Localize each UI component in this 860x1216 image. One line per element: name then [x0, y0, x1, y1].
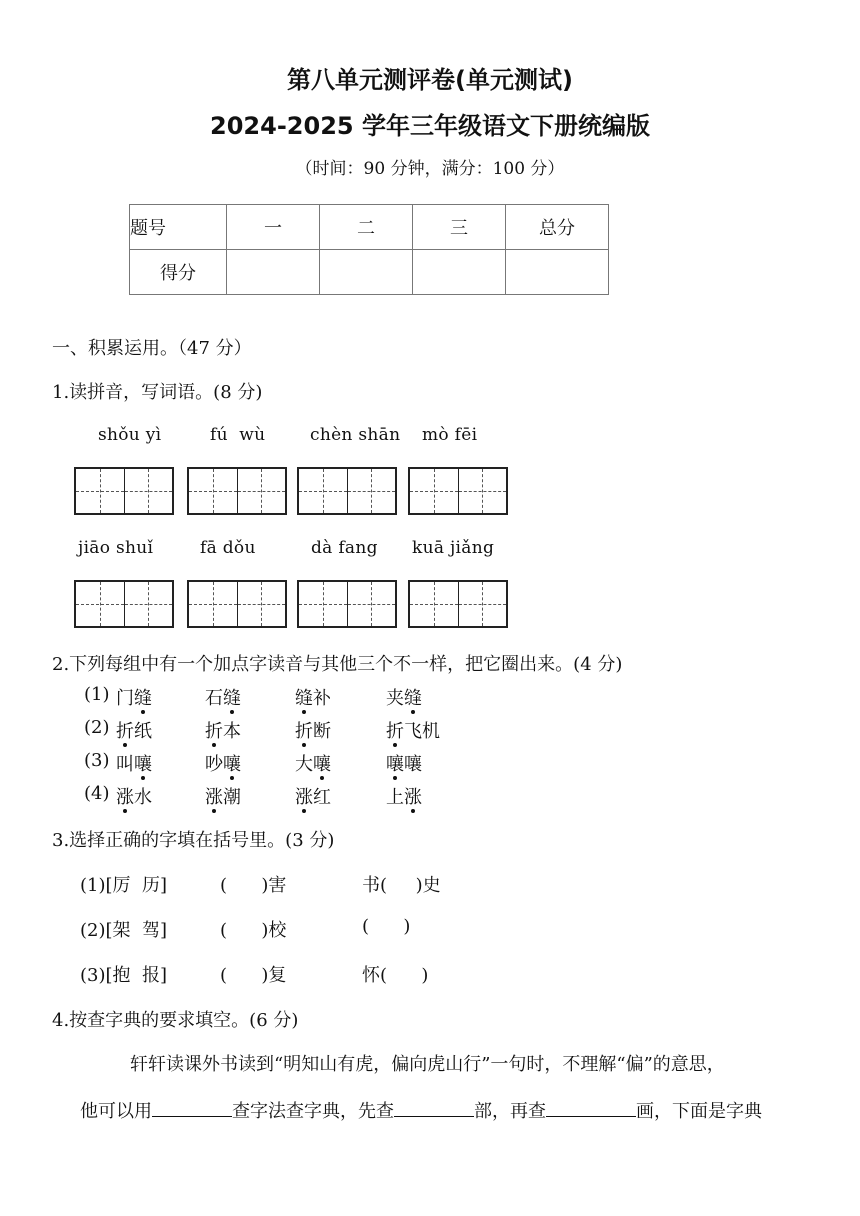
writing-grid[interactable] [74, 467, 174, 515]
pinyin-label: fā dǒu [200, 538, 256, 558]
score-input-cell[interactable] [506, 250, 609, 295]
q2-dotted-character: 涨 [205, 783, 223, 809]
score-table-header-row [130, 205, 609, 250]
exam-meta: （时间：90 分钟，满分：100 分） [295, 159, 565, 179]
score-row-label: 得分 [130, 250, 227, 295]
q3-options: (3)[抱 报] [80, 965, 167, 986]
q2-word-option[interactable] [295, 783, 331, 809]
q2-word-option[interactable] [205, 717, 241, 743]
q3-prompt: 3.选择正确的字填在括号里。(3 分) [52, 830, 335, 851]
q2-word-part: 纸 [134, 721, 152, 742]
title-line-2: 2024-2025 学年三年级语文下册统编版 [210, 112, 650, 140]
q2-word-option[interactable] [386, 684, 422, 710]
score-input-cell[interactable] [413, 250, 506, 295]
q4-blank-strokes[interactable] [546, 1098, 636, 1117]
q3-blank[interactable]: 怀( ) [362, 965, 429, 986]
q4-paragraph-line-2 [80, 1097, 762, 1123]
section-1-heading: 一、积累运用。（47 分） [52, 338, 252, 359]
pinyin-label: shǒu yì [98, 425, 162, 445]
q2-dotted-character: 折 [295, 717, 313, 743]
pinyin-label: kuā jiǎng [412, 538, 495, 558]
q2-word-option[interactable] [205, 750, 241, 776]
q2-dotted-character: 缝 [404, 684, 422, 710]
q2-word-option[interactable] [295, 717, 331, 743]
q2-dotted-character: 嚷 [134, 750, 152, 776]
pinyin-label: jiāo shuǐ [78, 538, 154, 558]
q4-blank-method[interactable] [152, 1098, 232, 1117]
q2-word-part: 门 [116, 688, 134, 709]
writing-grid[interactable] [408, 580, 508, 628]
q2-dotted-character: 折 [205, 717, 223, 743]
q3-options: (1)[厉 历] [80, 875, 167, 896]
q2-word-part: 上 [386, 787, 404, 808]
score-header-cell: 题号 [130, 205, 227, 250]
writing-grid[interactable] [74, 580, 174, 628]
q3-blank[interactable]: ( )复 [220, 965, 287, 986]
q2-word-option[interactable] [295, 684, 331, 710]
score-table [129, 204, 609, 295]
pinyin-label: fú wù [210, 425, 266, 445]
pinyin-label: dà fang [311, 538, 378, 558]
q2-word-part: 潮 [223, 787, 241, 808]
q3-blank[interactable]: ( )校 [220, 920, 287, 941]
q4-text: 部，再查 [474, 1101, 546, 1122]
q3-blank[interactable]: ( ) [362, 916, 411, 937]
q2-word-option[interactable] [205, 684, 241, 710]
q2-dotted-character: 嚷 [313, 750, 331, 776]
q2-word-part: 断 [313, 721, 331, 742]
pinyin-label: mò fēi [422, 425, 478, 445]
title-line-1: 第八单元测评卷(单元测试) [287, 66, 573, 94]
q2-word-option[interactable] [116, 783, 152, 809]
writing-grid[interactable] [408, 467, 508, 515]
q2-word-option[interactable] [116, 684, 152, 710]
q2-word-part: 夹 [386, 688, 404, 709]
q2-dotted-character: 折 [116, 717, 134, 743]
writing-grid[interactable] [297, 467, 397, 515]
q2-prompt: 2.下列每组中有一个加点字读音与其他三个不一样，把它圈出来。(4 分) [52, 654, 623, 675]
q2-word-option[interactable] [295, 750, 331, 776]
score-header-cell: 三 [413, 205, 506, 250]
q2-word-part: 水 [134, 787, 152, 808]
q2-word-option[interactable] [205, 783, 241, 809]
writing-grid[interactable] [187, 467, 287, 515]
score-input-cell[interactable] [227, 250, 320, 295]
q4-paragraph-line-1: 轩轩读课外书读到“明知山有虎，偏向虎山行”一句时，不理解“偏”的意思， [130, 1054, 725, 1075]
q2-dotted-character: 涨 [295, 783, 313, 809]
q2-group-number: (4) [84, 783, 110, 804]
q2-word-part: 吵 [205, 754, 223, 775]
q2-word-part: 石 [205, 688, 223, 709]
q2-dotted-character: 折 [386, 717, 404, 743]
q2-word-part: 红 [313, 787, 331, 808]
q2-word-option[interactable] [386, 783, 422, 809]
q2-word-option[interactable] [116, 717, 152, 743]
q2-dotted-character: 缝 [134, 684, 152, 710]
q3-blank[interactable]: 书( )史 [362, 875, 441, 896]
q2-dotted-character: 嚷 [223, 750, 241, 776]
q2-word-part: 补 [313, 688, 331, 709]
q2-dotted-character: 嚷 [386, 750, 404, 776]
q2-group-number: (1) [84, 684, 110, 705]
q2-word-option[interactable] [116, 750, 152, 776]
pinyin-label: chèn shān [310, 425, 401, 445]
q2-word-part: 飞机 [404, 721, 440, 742]
writing-grid[interactable] [297, 580, 397, 628]
q4-text: 他可以用 [80, 1101, 152, 1122]
q1-prompt: 1.读拼音，写词语。(8 分) [52, 382, 263, 403]
q4-text: 画，下面是字典 [636, 1101, 762, 1122]
q2-group-number: (3) [84, 750, 110, 771]
score-header-cell: 总分 [506, 205, 609, 250]
q2-dotted-character: 涨 [404, 783, 422, 809]
score-header-cell: 二 [320, 205, 413, 250]
q2-word-part: 嚷 [404, 754, 422, 775]
score-table-score-row [130, 250, 609, 295]
q4-prompt: 4.按查字典的要求填空。(6 分) [52, 1010, 299, 1031]
q2-group-number: (2) [84, 717, 110, 738]
q4-text: 查字法查字典，先查 [232, 1101, 394, 1122]
score-header-cell: 一 [227, 205, 320, 250]
writing-grid[interactable] [187, 580, 287, 628]
q2-word-part: 叫 [116, 754, 134, 775]
q2-dotted-character: 缝 [223, 684, 241, 710]
q2-word-option[interactable] [386, 750, 422, 776]
q2-word-option[interactable] [386, 717, 440, 743]
q2-word-part: 大 [295, 754, 313, 775]
score-input-cell[interactable] [320, 250, 413, 295]
q4-blank-radical[interactable] [394, 1098, 474, 1117]
q3-options: (2)[架 驾] [80, 920, 167, 941]
q3-blank[interactable]: ( )害 [220, 875, 287, 896]
q2-word-part: 本 [223, 721, 241, 742]
q2-dotted-character: 涨 [116, 783, 134, 809]
q2-dotted-character: 缝 [295, 684, 313, 710]
